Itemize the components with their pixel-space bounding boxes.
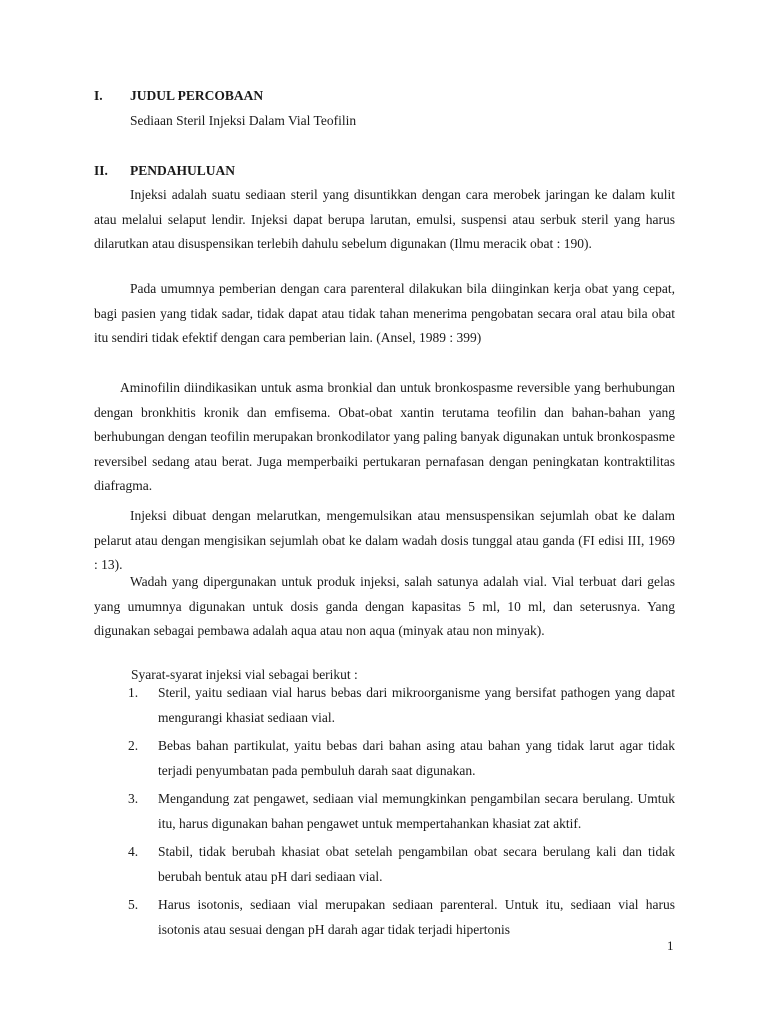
list-text: Stabil, tidak berubah khasiat obat setelah pengambilan obat secara berulang kali dan tidak berubah bentuk atau pH dari sediaan vial. — [158, 844, 675, 884]
list-number: 5. — [128, 897, 139, 912]
list-number: 2. — [128, 738, 139, 753]
list-number: 4. — [128, 844, 139, 859]
section-heading-1 — [94, 88, 263, 104]
requirements-intro: Syarat-syarat injeksi vial sebagai berikut : — [131, 667, 358, 682]
section-title: PENDAHULUAN — [130, 163, 236, 178]
paragraph: Injeksi dibuat dengan melarutkan, mengemulsikan atau mensuspensikan sejumlah obat ke dalam pelarut atau dengan mengisikan sejumlah obat ke dalam wadah dosis tunggal atau ganda (FI edisi III, 1969 : 13). — [94, 508, 675, 572]
list-item — [130, 787, 675, 836]
list-item — [130, 893, 675, 942]
paragraph: Wadah yang dipergunakan untuk produk injeksi, salah satunya adalah vial. Vial terbuat dari gelas yang umumnya digunakan untuk dosis ganda dengan kapasitas 5 ml, 10 ml, dan seterusnya. Yang digunakan sebagai pembawa adalah aqua atau non aqua (minyak atau non minyak). — [94, 574, 675, 638]
experiment-title: Sediaan Steril Injeksi Dalam Vial Teofilin — [130, 113, 357, 128]
paragraph: Injeksi adalah suatu sediaan steril yang disuntikkan dengan cara merobek jaringan ke dalam kulit atau melalui selaput lendir. Injeksi dapat berupa larutan, emulsi, suspensi atau serbuk steril yang harus dilarutkan atau disuspensikan terlebih dahulu sebelum digunakan (Ilmu meracik obat : 190). — [94, 187, 675, 251]
list-text: Bebas bahan partikulat, yaitu bebas dari bahan asing atau bahan yang tidak larut agar tidak terjadi penyumbatan pada pembuluh darah saat digunakan. — [158, 738, 675, 778]
list-number: 1. — [128, 685, 139, 700]
section-number: I. — [94, 88, 103, 103]
paragraph: Pada umumnya pemberian dengan cara parenteral dilakukan bila diinginkan kerja obat yang cepat, bagi pasien yang tidak sadar, tidak dapat atau tidak tahan menerima pengobatan secara oral atau bila obat itu sendiri tidak efektif dengan cara pemberian lain. (Ansel, 1989 : 399) — [94, 281, 675, 345]
page-number: 1 — [667, 938, 674, 953]
section-title: JUDUL PERCOBAAN — [130, 88, 264, 103]
requirements-list — [130, 681, 675, 946]
list-text: Steril, yaitu sediaan vial harus bebas dari mikroorganisme yang bersifat pathogen yang dapat mengurangi khasiat sediaan vial. — [158, 685, 675, 725]
section-number: II. — [94, 163, 108, 178]
list-item — [130, 681, 675, 730]
list-number: 3. — [128, 791, 139, 806]
section-heading-2 — [94, 163, 235, 179]
list-item — [130, 840, 675, 889]
list-item — [130, 734, 675, 783]
list-text: Harus isotonis, sediaan vial merupakan sediaan parenteral. Untuk itu, sediaan vial harus isotonis atau sesuai dengan pH darah agar tidak terjadi hipertonis — [158, 897, 675, 937]
paragraph: Aminofilin diindikasikan untuk asma bronkial dan untuk bronkospasme reversible yang berhubungan dengan bronkhitis kronik dan emfisema. Obat-obat xantin terutama teofilin dan bahan-bahan yang berhubungan dengan teofilin merupakan bronkodilator yang paling banyak digunakan untuk bronkospasme reversibel sedang atau berat. Juga memperbaiki pertukaran pernafasan dengan peningkatan kontraktilitas diafragma. — [94, 380, 675, 493]
list-text: Mengandung zat pengawet, sediaan vial memungkinkan pengambilan secara berulang. Umtuk itu, harus digunakan bahan pengawet untuk mempertahankan khasiat zat aktif. — [158, 791, 675, 831]
